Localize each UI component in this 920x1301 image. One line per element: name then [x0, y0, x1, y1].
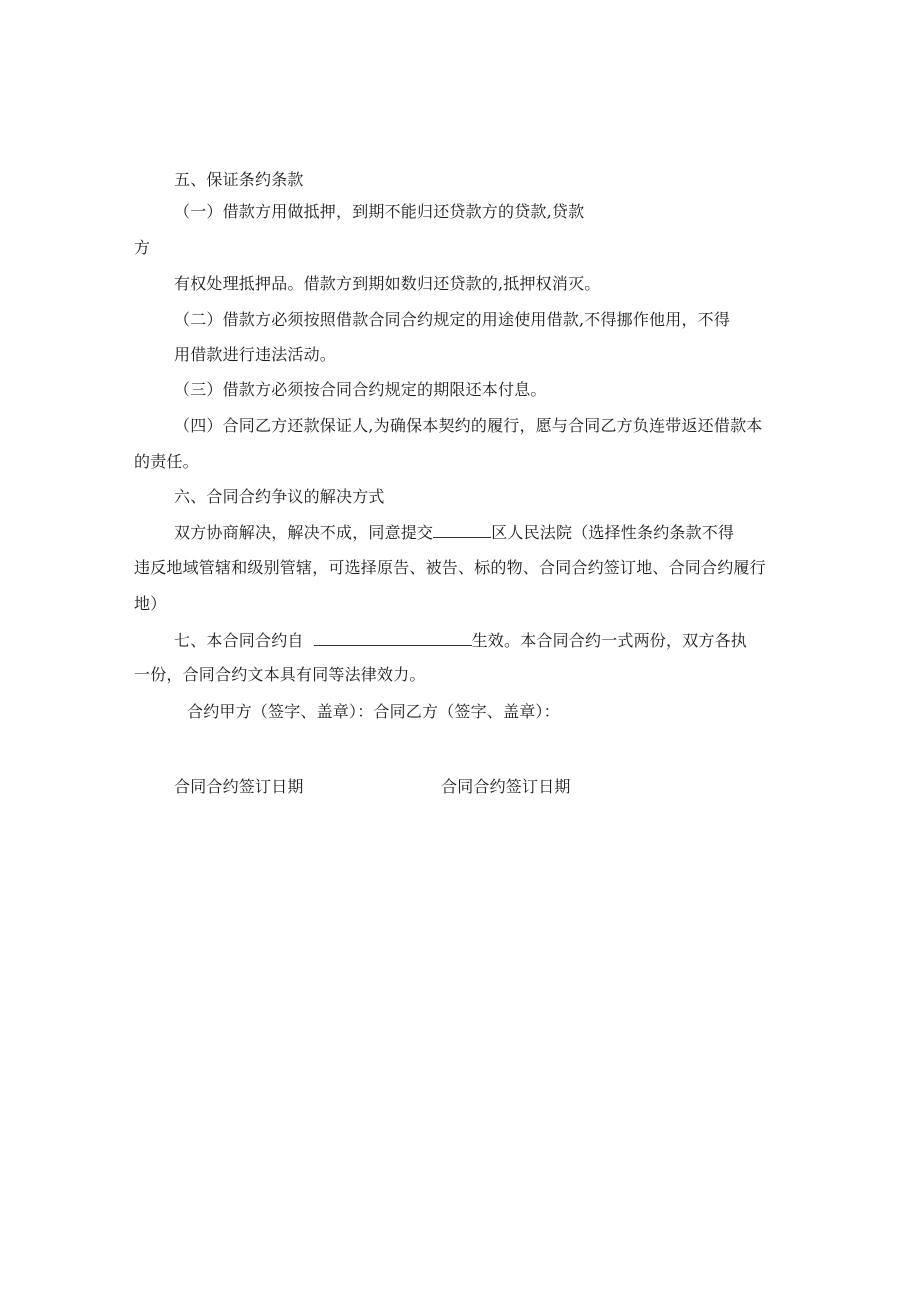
s5-item2-line1: （二）借款方必须按照借款合同合约规定的用途使用借款,不得挪作他用，不得	[174, 310, 731, 329]
court-blank-field[interactable]	[433, 521, 491, 538]
s5-item1-line1: （一）借款方用做抵押，到期不能归还贷款方的贷款,贷款	[174, 202, 585, 221]
s5-item4-line1: （四）合同乙方还款保证人,为确保本契约的履行，愿与合同乙方负连带返还借款本	[174, 416, 763, 435]
sign-date-right: 合同合约签订日期	[441, 777, 571, 796]
section-6-title: 六、合同合约争议的解决方式	[174, 487, 385, 506]
section-7-before: 七、本合同合约自	[174, 631, 304, 650]
s6-line1-after: 区人民法院（选择性条约条款不得	[491, 523, 735, 542]
parties-signature-line: 合约甲方（签字、盖章）：合同乙方（签字、盖章）：	[187, 702, 560, 721]
s5-item1-line3: 有权处理抵押品。借款方到期如数归还贷款的,抵押权消灭。	[174, 274, 601, 293]
s6-line2: 违反地域管辖和级别管辖，可选择原告、被告、标的物、合同合约签订地、合同合约履行	[134, 558, 766, 577]
section-7-line2: 一份，合同合约文本具有同等法律效力。	[134, 665, 426, 684]
s5-item1-line2: 方	[134, 238, 151, 257]
s6-line1	[174, 521, 734, 544]
s5-item2-line2: 用借款进行违法活动。	[174, 345, 337, 364]
sign-date-left: 合同合约签订日期	[174, 777, 304, 796]
effective-date-blank-field[interactable]	[314, 629, 472, 646]
section-7-line1	[174, 629, 747, 652]
section-7-after: 生效。本合同合约一式两份，双方各执	[471, 631, 748, 650]
s6-line3: 地）	[134, 594, 167, 613]
s5-item3: （三）借款方必须按合同合约规定的期限还本付息。	[174, 380, 547, 399]
s5-item4-line2: 的责任。	[134, 452, 199, 471]
s6-line1-before: 双方协商解决，解决不成，同意提交	[174, 523, 434, 542]
section-5-title: 五、保证条约条款	[174, 170, 304, 189]
